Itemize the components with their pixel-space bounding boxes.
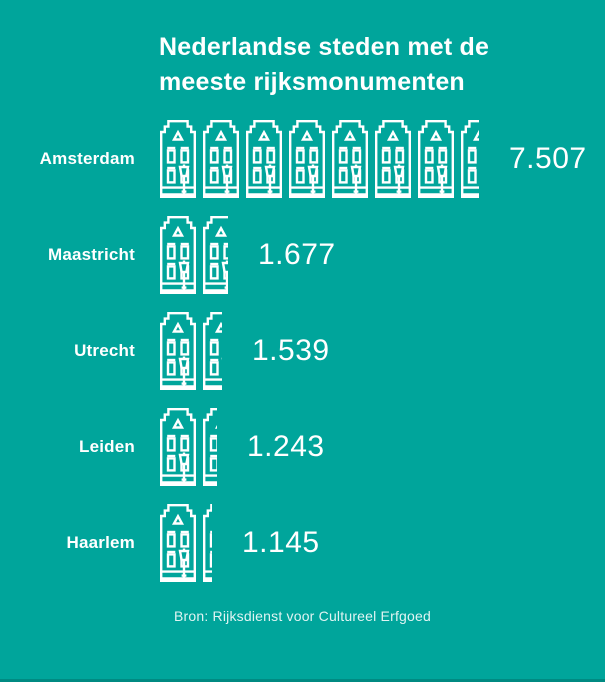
- canal-house-icon: [332, 120, 368, 198]
- chart-title-line2: meeste rijksmonumenten: [159, 68, 465, 96]
- canal-house-icon: [160, 312, 196, 390]
- icon-bar-haarlem: [160, 504, 212, 582]
- canal-house-icon: [418, 120, 454, 198]
- chart-row-utrecht: [0, 312, 605, 390]
- canal-house-icon: [160, 504, 196, 582]
- source-caption: Bron: Rijksdienst voor Cultureel Erfgoed: [173, 608, 431, 624]
- canal-house-icon: [375, 120, 411, 198]
- row-value-amsterdam: 7.507: [509, 142, 587, 175]
- canal-house-icon: [203, 408, 217, 486]
- canal-house-icon: [203, 216, 228, 294]
- row-label-maastricht: Maastricht: [47, 245, 135, 264]
- row-value-maastricht: 1.677: [258, 238, 336, 271]
- chart-row-leiden: [0, 408, 605, 486]
- canal-house-icon: [160, 408, 196, 486]
- icon-bar-amsterdam: [160, 120, 479, 198]
- row-label-haarlem: Haarlem: [66, 533, 135, 552]
- row-value-haarlem: 1.145: [242, 526, 320, 559]
- canal-house-icon: [246, 120, 282, 198]
- chart-title-line1: Nederlandse steden met de: [159, 33, 490, 61]
- chart-title: [159, 30, 605, 100]
- icon-bar-maastricht: [160, 216, 228, 294]
- chart-row-maastricht: [0, 216, 605, 294]
- row-label-amsterdam: Amsterdam: [39, 149, 135, 168]
- canal-house-icon: [289, 120, 325, 198]
- pictogram-chart: [0, 120, 605, 582]
- icon-bar-leiden: [160, 408, 217, 486]
- canal-house-icon: [203, 504, 212, 582]
- canal-house-icon: [461, 120, 479, 198]
- row-value-utrecht: 1.539: [252, 334, 330, 367]
- canal-house-icon: [160, 120, 196, 198]
- canal-house-icon: [203, 312, 222, 390]
- row-label-leiden: Leiden: [79, 437, 135, 456]
- chart-row-amsterdam: [0, 120, 605, 198]
- chart-row-haarlem: [0, 504, 605, 582]
- canal-house-icon: [203, 120, 239, 198]
- icon-bar-utrecht: [160, 312, 222, 390]
- row-value-leiden: 1.243: [247, 430, 325, 463]
- row-label-utrecht: Utrecht: [74, 341, 135, 360]
- canal-house-icon: [160, 216, 196, 294]
